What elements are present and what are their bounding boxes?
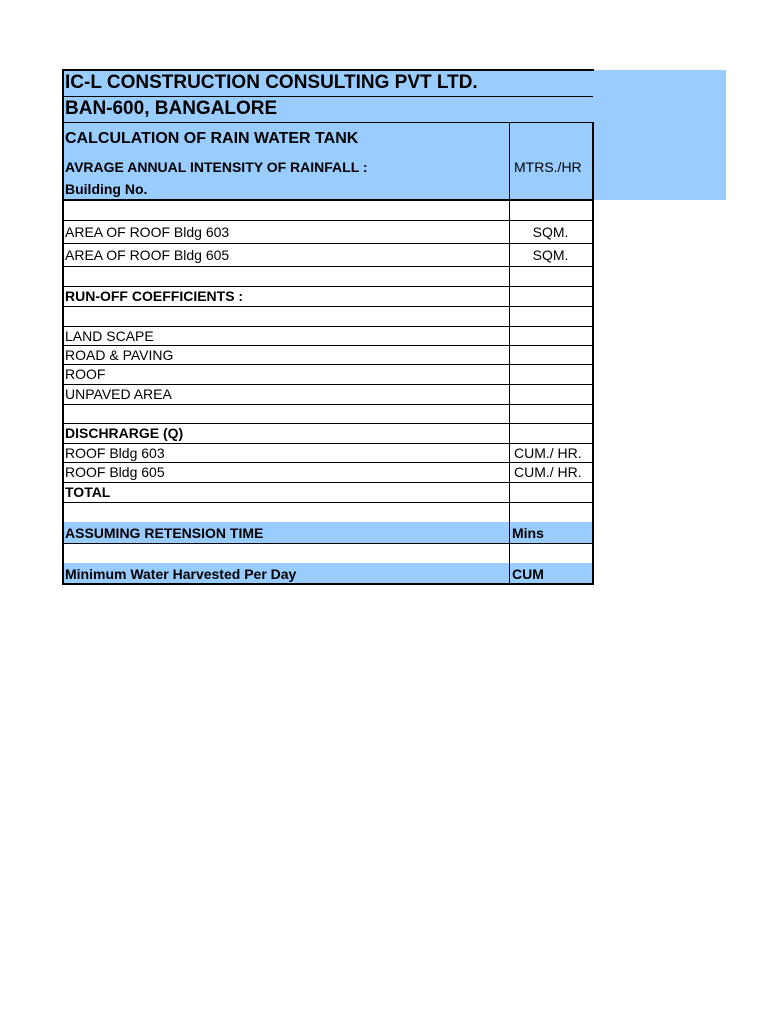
grid-line [63, 502, 593, 503]
grid-line [63, 462, 593, 463]
grid-line [63, 266, 593, 267]
calculation-title: CALCULATION OF RAIN WATER TANK [65, 130, 359, 147]
row-label: ROOF [65, 366, 106, 382]
grid-line [63, 286, 593, 287]
grid-line [63, 306, 593, 307]
grid-line [63, 482, 593, 483]
grid-line [63, 243, 593, 244]
row-unit: CUM./ HR. [514, 445, 582, 461]
row-label: AREA OF ROOF Bldg 605 [65, 247, 230, 263]
row-unit: Mins [512, 525, 544, 541]
grid-line [63, 345, 593, 346]
row-unit: MTRS./HR [514, 159, 582, 175]
grid-line [63, 543, 593, 544]
company-name: IC-L CONSTRUCTION CONSULTING PVT LTD. [65, 72, 478, 93]
grid-line [592, 122, 594, 585]
grid-line [62, 69, 594, 71]
header-highlight-right [593, 70, 726, 200]
grid-line [63, 583, 593, 585]
row-label: RUN-OFF COEFFICIENTS : [65, 288, 244, 304]
grid-line [63, 220, 593, 221]
row-label: ROAD & PAVING [65, 347, 174, 363]
grid-line [63, 384, 593, 385]
row-label: ROOF Bldg 605 [65, 464, 165, 480]
row-label: AREA OF ROOF Bldg 603 [65, 224, 230, 240]
row-label: TOTAL [65, 484, 111, 500]
row-label: ROOF Bldg 603 [65, 445, 165, 461]
grid-line [63, 96, 593, 97]
row-label: ASSUMING RETENSION TIME [65, 525, 264, 541]
row-label: UNPAVED AREA [65, 386, 172, 402]
grid-line [509, 122, 510, 584]
grid-line [63, 199, 593, 201]
row-unit: SQM. [532, 224, 569, 240]
grid-line [63, 122, 593, 123]
grid-line [63, 443, 593, 444]
company-location: BAN-600, BANGALORE [65, 98, 278, 119]
grid-line [63, 326, 593, 327]
row-label: Minimum Water Harvested Per Day [65, 566, 297, 582]
grid-line [63, 404, 593, 405]
row-unit: SQM. [532, 247, 569, 263]
grid-line [62, 69, 64, 585]
row-label: DISCHRARGE (Q) [65, 425, 184, 441]
grid-line [63, 364, 593, 365]
row-label: AVRAGE ANNUAL INTENSITY OF RAINFALL : [65, 159, 368, 175]
row-unit: CUM./ HR. [514, 464, 582, 480]
row-label: LAND SCAPE [65, 328, 154, 344]
row-unit: CUM [512, 566, 544, 582]
row-label: Building No. [65, 181, 148, 197]
grid-line [63, 423, 593, 424]
